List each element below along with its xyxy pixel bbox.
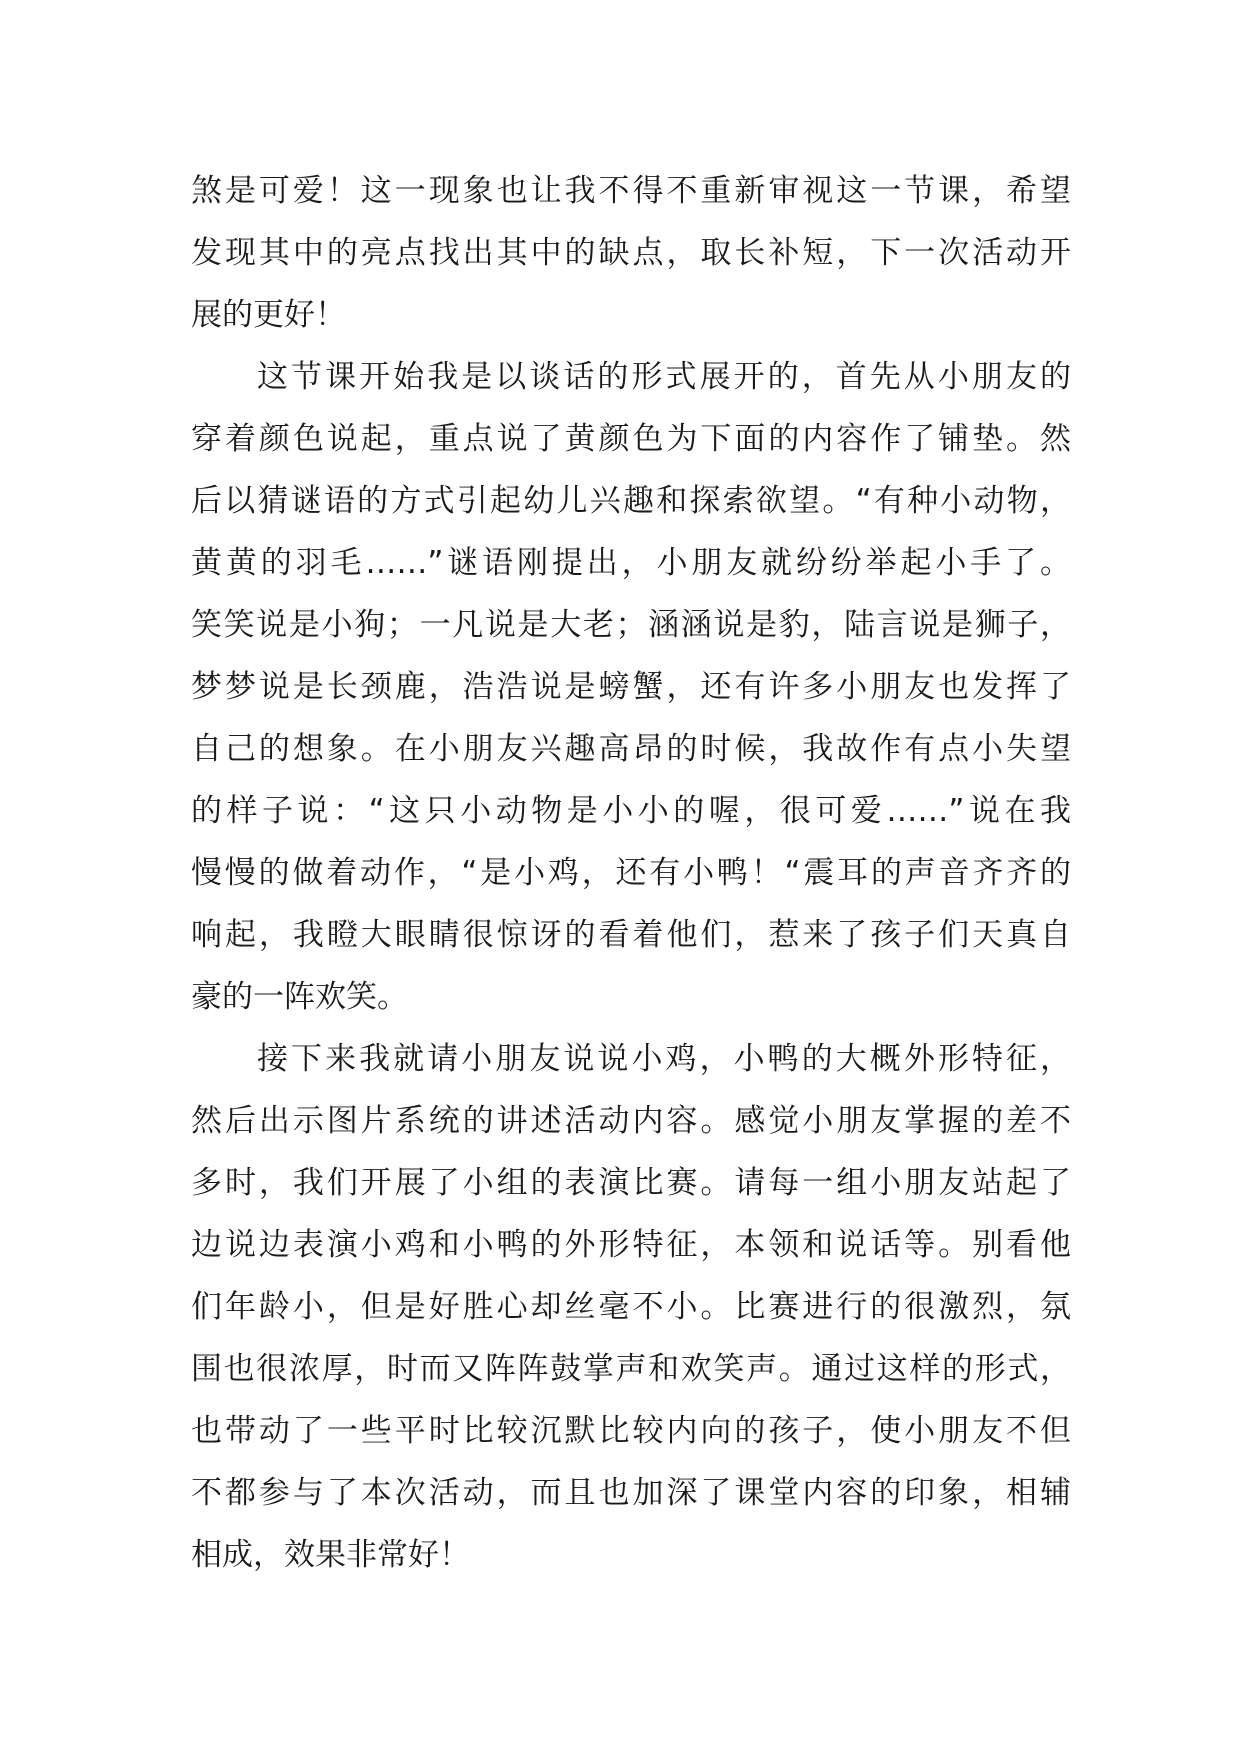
- text-line: 相成，效果非常好！: [191, 1537, 470, 1573]
- paragraph-3: [191, 1028, 1071, 1586]
- text-line: 围也很浓厚，时而又阵阵鼓掌声和欢笑声。通过这样的形式，: [191, 1351, 1071, 1387]
- text-line: 黄黄的羽毛……”谜语刚提出，小朋友就纷纷举起小手了。: [191, 545, 1071, 581]
- paragraph-2: [191, 346, 1071, 1028]
- text-line: 展的更好！: [191, 297, 346, 333]
- text-line: 的样子说：“这只小动物是小小的喔，很可爱……”说在我: [191, 793, 1071, 829]
- text-line: 接下来我就请小朋友说说小鸡，小鸭的大概外形特征，: [257, 1041, 1071, 1077]
- text-line: 煞是可爱！这一现象也让我不得不重新审视这一节课，希望: [191, 173, 1071, 209]
- text-line: 然后出示图片系统的讲述活动内容。感觉小朋友掌握的差不: [191, 1103, 1071, 1139]
- document-body: [191, 160, 1071, 1586]
- text-line: 穿着颜色说起，重点说了黄颜色为下面的内容作了铺垫。然: [191, 421, 1071, 457]
- text-line: 多时，我们开展了小组的表演比赛。请每一组小朋友站起了: [191, 1165, 1071, 1201]
- text-line: 慢慢的做着动作，“是小鸡，还有小鸭！“震耳的声音齐齐的: [191, 855, 1071, 891]
- text-line: 发现其中的亮点找出其中的缺点，取长补短，下一次活动开: [191, 235, 1071, 271]
- text-line: 豪的一阵欢笑。: [191, 979, 408, 1015]
- text-line: 后以猜谜语的方式引起幼儿兴趣和探索欲望。“有种小动物，: [191, 483, 1071, 519]
- paragraph-1: [191, 160, 1071, 346]
- text-line: 响起，我瞪大眼睛很惊讶的看着他们，惹来了孩子们天真自: [191, 917, 1071, 953]
- text-line: 们年龄小，但是好胜心却丝毫不小。比赛进行的很激烈，氛: [191, 1289, 1071, 1325]
- text-line: 笑笑说是小狗；一凡说是大老；涵涵说是豹，陆言说是狮子，: [191, 607, 1071, 643]
- text-line: 边说边表演小鸡和小鸭的外形特征，本领和说话等。别看他: [191, 1227, 1071, 1263]
- text-line: 不都参与了本次活动，而且也加深了课堂内容的印象，相辅: [191, 1475, 1071, 1511]
- text-line: 梦梦说是长颈鹿，浩浩说是螃蟹，还有许多小朋友也发挥了: [191, 669, 1071, 705]
- text-line: 这节课开始我是以谈话的形式展开的，首先从小朋友的: [257, 359, 1071, 395]
- text-line: 自己的想象。在小朋友兴趣高昂的时候，我故作有点小失望: [191, 731, 1071, 767]
- text-line: 也带动了一些平时比较沉默比较内向的孩子，使小朋友不但: [191, 1413, 1071, 1449]
